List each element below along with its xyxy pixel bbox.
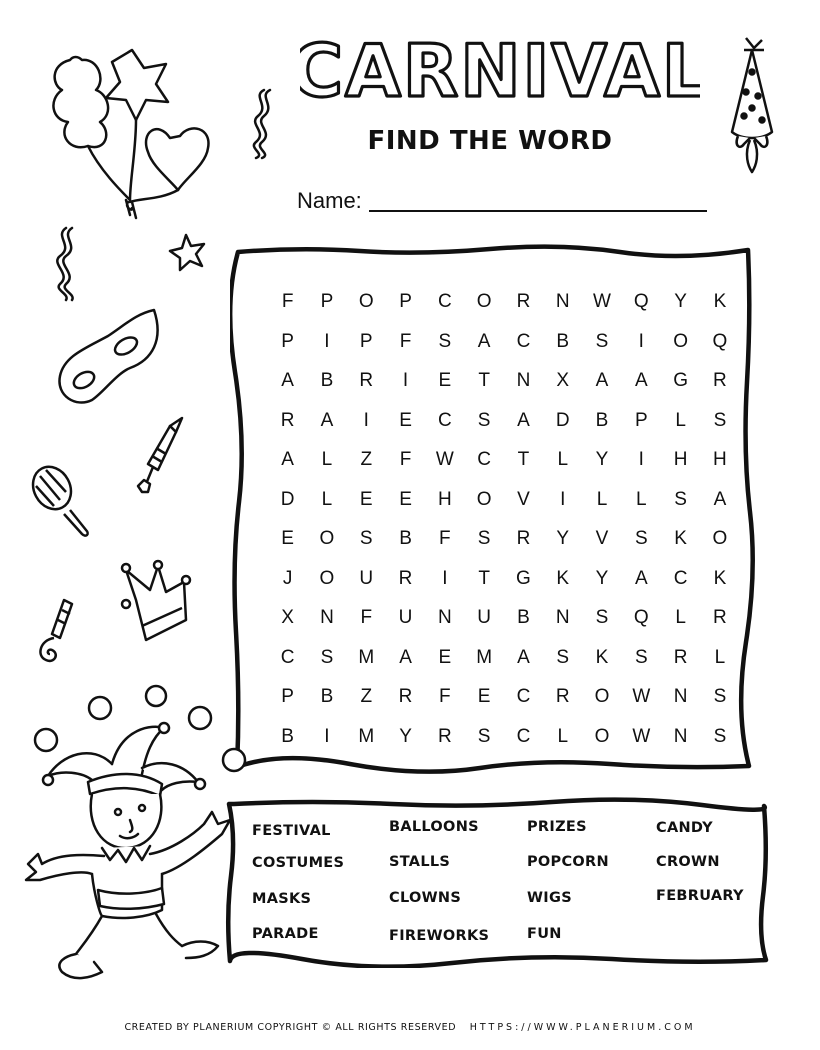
grid-letter[interactable]: T: [478, 567, 490, 589]
grid-letter[interactable]: R: [516, 291, 531, 312]
grid-letter[interactable]: A: [517, 409, 530, 431]
grid-letter[interactable]: P: [281, 330, 294, 352]
word-search-grid: [230, 242, 756, 774]
grid-letter[interactable]: S: [556, 646, 570, 668]
grid-letter[interactable]: A: [477, 330, 491, 352]
grid-letter[interactable]: O: [319, 567, 335, 589]
grid-letter[interactable]: I: [442, 567, 448, 589]
grid-letter[interactable]: O: [476, 488, 492, 510]
word-list-item: FESTIVAL: [252, 823, 331, 839]
grid-letter[interactable]: K: [595, 646, 609, 668]
grid-letter[interactable]: R: [359, 370, 374, 391]
grid-letter[interactable]: M: [358, 725, 375, 747]
grid-letter[interactable]: B: [281, 725, 294, 747]
word-list-item: MASKS: [252, 891, 312, 907]
confetti-icon: [246, 86, 276, 166]
party-horn-icon: [30, 596, 80, 676]
grid-letter[interactable]: S: [674, 488, 687, 510]
grid-letter[interactable]: R: [437, 725, 452, 747]
grid-letter[interactable]: O: [594, 725, 610, 747]
grid-letter[interactable]: H: [437, 488, 452, 510]
title-text: CARNIVAL: [300, 29, 700, 108]
grid-letter[interactable]: I: [402, 370, 409, 391]
grid-letter[interactable]: E: [359, 488, 373, 510]
grid-letter[interactable]: R: [516, 528, 531, 549]
grid-letter[interactable]: I: [324, 330, 330, 352]
word-list-item: FUN: [527, 926, 562, 942]
grid-letter[interactable]: L: [675, 607, 686, 628]
grid-letter[interactable]: C: [437, 291, 452, 312]
grid-letter[interactable]: Z: [360, 449, 373, 470]
grid-letter[interactable]: S: [634, 646, 648, 668]
grid-letter[interactable]: S: [477, 528, 491, 549]
grid-letter[interactable]: U: [359, 567, 374, 589]
footer: [0, 1022, 820, 1033]
grid-letter[interactable]: R: [280, 409, 295, 431]
crown-icon: [116, 560, 196, 648]
grid-letter[interactable]: R: [713, 370, 727, 391]
page-title: [300, 28, 700, 108]
grid-letter[interactable]: F: [399, 449, 412, 470]
grid-letter[interactable]: Y: [595, 567, 609, 589]
grid-letter[interactable]: W: [632, 686, 651, 707]
grid-letter[interactable]: L: [321, 488, 333, 510]
grid-letter[interactable]: R: [555, 686, 570, 707]
grid-letter[interactable]: O: [673, 330, 688, 352]
grid-letter[interactable]: Y: [595, 449, 609, 470]
grid-letter[interactable]: F: [281, 291, 294, 312]
grid-letter[interactable]: I: [560, 488, 566, 510]
grid-letter[interactable]: Y: [399, 725, 412, 747]
grid-letter[interactable]: K: [674, 528, 687, 549]
grid-letter[interactable]: V: [517, 488, 530, 510]
grid-letter[interactable]: Q: [633, 607, 649, 628]
grid-letter[interactable]: N: [320, 607, 334, 628]
grid-letter[interactable]: F: [439, 528, 451, 549]
name-field[interactable]: [297, 188, 717, 218]
grid-letter[interactable]: L: [675, 409, 686, 431]
grid-letter[interactable]: N: [673, 725, 688, 747]
footer-credit: CREATED BY PLANERIUM COPYRIGHT © ALL RIGHTS RESERVED: [124, 1022, 457, 1033]
grid-letter[interactable]: P: [634, 409, 648, 431]
grid-letter[interactable]: I: [638, 330, 644, 352]
grid-letter[interactable]: R: [673, 646, 688, 668]
grid-letter[interactable]: L: [557, 449, 569, 470]
subtitle: FIND THE WORD: [367, 126, 613, 156]
grid-letter[interactable]: M: [358, 646, 375, 668]
word-list-item: CANDY: [656, 820, 713, 836]
grid-letter[interactable]: P: [399, 291, 412, 312]
firework-rocket-icon: [130, 414, 194, 514]
grid-letter[interactable]: Z: [360, 686, 373, 707]
grid-letter[interactable]: W: [593, 291, 611, 312]
grid-letter[interactable]: P: [281, 686, 294, 707]
word-list-item: CLOWNS: [389, 890, 462, 906]
name-line[interactable]: [369, 210, 707, 212]
grid-letter[interactable]: O: [476, 291, 492, 312]
letter-grid: [268, 282, 740, 756]
footer-url[interactable]: HTTPS://WWW.PLANERIUM.COM: [469, 1022, 696, 1033]
grid-letter[interactable]: S: [713, 686, 727, 707]
grid-letter[interactable]: B: [399, 528, 412, 549]
star-icon: [166, 232, 210, 278]
grid-letter[interactable]: N: [555, 607, 570, 628]
grid-letter[interactable]: S: [713, 409, 727, 431]
grid-letter[interactable]: V: [595, 528, 609, 549]
grid-letter[interactable]: L: [636, 488, 647, 510]
grid-letter[interactable]: O: [594, 686, 610, 707]
grid-letter[interactable]: B: [517, 607, 530, 628]
grid-letter[interactable]: D: [555, 409, 570, 431]
grid-letter[interactable]: W: [632, 725, 651, 747]
grid-letter[interactable]: K: [713, 291, 727, 312]
grid-letter[interactable]: L: [596, 488, 608, 510]
grid-letter[interactable]: U: [398, 607, 413, 628]
grid-letter[interactable]: S: [320, 646, 334, 668]
grid-letter[interactable]: X: [556, 370, 570, 391]
grid-letter[interactable]: B: [595, 409, 609, 431]
grid-letter[interactable]: R: [398, 686, 413, 707]
grid-letter[interactable]: Q: [712, 330, 728, 352]
grid-letter[interactable]: S: [477, 409, 491, 431]
grid-letter[interactable]: L: [714, 646, 726, 668]
grid-letter[interactable]: B: [320, 686, 334, 707]
grid-letter[interactable]: K: [556, 567, 570, 589]
grid-letter[interactable]: Q: [633, 291, 649, 312]
word-list-item: STALLS: [389, 854, 451, 870]
grid-letter[interactable]: G: [673, 370, 688, 391]
word-list-item: WIGS: [527, 890, 572, 906]
grid-letter[interactable]: A: [634, 370, 648, 391]
grid-letter[interactable]: A: [281, 449, 294, 470]
grid-letter[interactable]: U: [477, 607, 491, 628]
word-list-item: PRIZES: [527, 819, 587, 835]
grid-letter[interactable]: O: [712, 528, 728, 549]
grid-letter[interactable]: B: [320, 370, 334, 391]
balloons-icon: [40, 40, 220, 244]
grid-letter[interactable]: O: [358, 291, 374, 312]
word-list-item: CROWN: [656, 854, 720, 870]
word-list-item: BALLOONS: [389, 819, 479, 835]
word-list-item: FEBRUARY: [656, 888, 744, 904]
grid-letter[interactable]: C: [477, 449, 491, 470]
grid-letter[interactable]: K: [713, 567, 727, 589]
grid-letter[interactable]: J: [282, 567, 293, 589]
grid-letter[interactable]: L: [557, 725, 569, 747]
grid-letter[interactable]: S: [438, 330, 452, 352]
grid-letter[interactable]: E: [438, 646, 452, 668]
grid-letter[interactable]: S: [634, 528, 648, 549]
word-list: [222, 796, 772, 968]
grid-letter[interactable]: G: [516, 567, 531, 589]
grid-letter[interactable]: N: [673, 686, 688, 707]
grid-letter[interactable]: A: [713, 488, 727, 510]
grid-letter[interactable]: R: [713, 607, 727, 628]
grid-letter[interactable]: I: [363, 409, 369, 431]
maraca-icon: [30, 464, 94, 548]
grid-letter[interactable]: P: [320, 291, 334, 312]
grid-letter[interactable]: S: [595, 607, 609, 628]
grid-letter[interactable]: C: [437, 409, 452, 431]
grid-letter[interactable]: A: [595, 370, 609, 391]
grid-letter[interactable]: T: [478, 370, 490, 391]
grid-letter[interactable]: A: [399, 646, 412, 668]
word-list-item: COSTUMES: [252, 855, 345, 871]
grid-letter[interactable]: D: [280, 488, 295, 510]
word-list-item: POPCORN: [527, 854, 609, 870]
grid-letter[interactable]: Y: [556, 528, 570, 549]
jester-icon: [22, 684, 252, 1018]
grid-letter[interactable]: F: [439, 686, 451, 707]
mask-icon: [56, 304, 166, 418]
grid-letter[interactable]: H: [673, 449, 688, 470]
grid-letter[interactable]: M: [476, 646, 493, 668]
confetti-icon: [50, 224, 80, 308]
grid-letter[interactable]: N: [437, 607, 452, 628]
grid-letter[interactable]: E: [281, 528, 294, 549]
grid-letter[interactable]: H: [713, 449, 727, 470]
grid-letter[interactable]: F: [360, 607, 373, 628]
grid-letter[interactable]: S: [713, 725, 727, 747]
grid-letter[interactable]: E: [399, 409, 412, 431]
grid-letter[interactable]: F: [399, 330, 412, 352]
word-list-item: PARADE: [252, 926, 319, 942]
grid-letter[interactable]: C: [516, 725, 531, 747]
grid-letter[interactable]: N: [516, 370, 531, 391]
grid-letter[interactable]: C: [673, 567, 688, 589]
grid-letter[interactable]: E: [438, 370, 452, 391]
grid-letter[interactable]: C: [516, 330, 531, 352]
grid-letter[interactable]: B: [556, 330, 570, 352]
grid-letter[interactable]: R: [398, 567, 413, 589]
word-list-item: FIREWORKS: [389, 928, 490, 944]
party-hat-icon: [722, 36, 782, 190]
grid-letter[interactable]: E: [399, 488, 412, 510]
grid-letter[interactable]: I: [324, 725, 330, 747]
grid-letter[interactable]: C: [516, 686, 531, 707]
grid-letter[interactable]: P: [359, 330, 373, 352]
grid-letter[interactable]: X: [281, 607, 294, 628]
grid-letter[interactable]: A: [517, 646, 530, 668]
grid-letter[interactable]: N: [555, 291, 570, 312]
grid-letter[interactable]: L: [321, 449, 333, 470]
grid-letter[interactable]: S: [595, 330, 609, 352]
name-label: Name:: [297, 188, 362, 213]
grid-letter[interactable]: W: [435, 449, 454, 470]
grid-letter[interactable]: O: [319, 528, 335, 549]
grid-letter[interactable]: S: [359, 528, 373, 549]
grid-letter[interactable]: A: [320, 409, 334, 431]
grid-letter[interactable]: A: [281, 370, 294, 391]
grid-letter[interactable]: A: [634, 567, 648, 589]
grid-letter[interactable]: C: [280, 646, 295, 668]
grid-letter[interactable]: Y: [674, 291, 687, 312]
grid-letter[interactable]: T: [517, 449, 530, 470]
grid-letter[interactable]: S: [477, 725, 491, 747]
grid-letter[interactable]: I: [638, 449, 644, 470]
grid-letter[interactable]: E: [477, 686, 491, 707]
